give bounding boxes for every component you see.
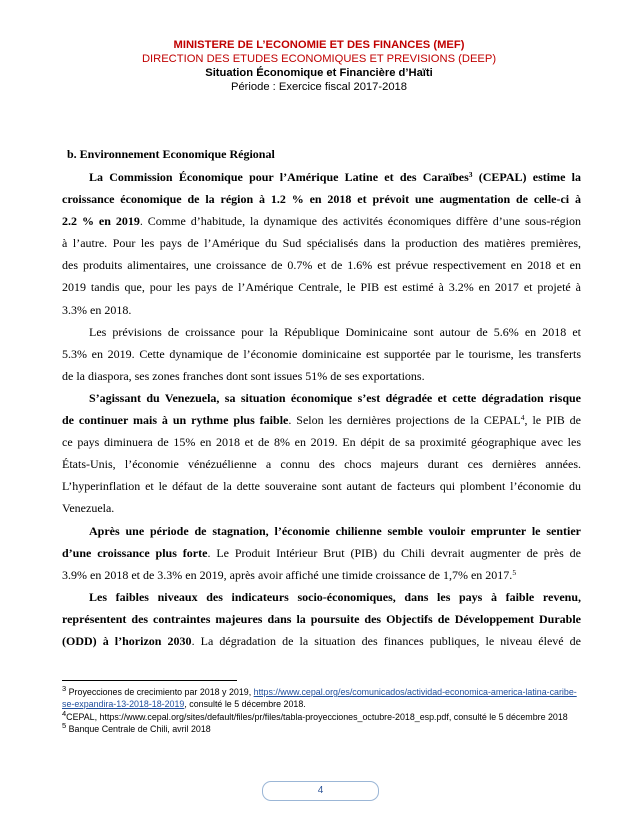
- footnote-number: 3: [62, 684, 67, 693]
- footnote-number: 5: [62, 720, 67, 730]
- p2-text: 5.3% en 2019. Cette dynamique de l’économie dominicaine est supportée par le tourisme, les transferts: [62, 346, 581, 361]
- p5-text: . La dégradation de la situation des finances publiques, le niveau élevé de: [191, 633, 582, 648]
- p4-text: 3.9% en 2018 et de 3.3% en 2019, après avoir affiché une timide croissance de 1,7% en 2017.: [62, 567, 513, 582]
- p3-text: Venezuela.: [62, 501, 115, 516]
- p4-bold: d’une croissance plus forte: [62, 545, 208, 560]
- p4-text: . Le Produit Intérieur Brut (PIB) du Chili devrait augmenter de près de: [207, 545, 581, 560]
- p3-text: L’hyperinflation et le défaut de la dette souveraine sont autant de facteurs qui plombent l’économie du: [62, 479, 581, 494]
- footnote-ref-4: 4: [520, 413, 525, 423]
- footnote-3: [62, 686, 582, 711]
- paragraph-dominican-republic: [62, 321, 581, 387]
- p3-bold: de continuer mais à un rythme plus faible: [62, 413, 289, 428]
- footnote-text: CEPAL, https://www.cepal.org/sites/default/files/pr/files/tabla-proyecciones_octubre-2018_esp.pdf, consulté le 5 décembre 2018: [66, 711, 568, 722]
- header-direction: DIRECTION DES ETUDES ECONOMIQUES ET PREVISIONS (DEEP): [141, 53, 497, 65]
- p1-text: . Comme d’habitude, la dynamique des activités économiques diffère d’une sous-région: [139, 214, 582, 229]
- p1-text: (CEPAL) estime la: [472, 170, 581, 184]
- p2-text: Les prévisions de croissance pour la République Dominicaine sont autour de 5.6% en 2018 et: [89, 324, 581, 339]
- paragraph-cepal: [62, 166, 581, 321]
- p1-text: des produits alimentaires, une croissance de 0.7% et de 1.6% est prévue respectivement en 2018 et en: [62, 258, 581, 273]
- p1-bold: 2.2 % en 2019: [62, 214, 140, 229]
- p1-text: La Commission Économique pour l’Amérique Latine et des Caraïbes: [89, 170, 469, 184]
- p1-text: 3.3% en 2018.: [62, 302, 132, 317]
- document-body: [62, 166, 581, 652]
- footnote-ref-5: 5: [512, 567, 517, 577]
- p5-bold: Les faibles niveaux des indicateurs socio-économiques, dans les pays à faible revenu,: [89, 589, 581, 604]
- footnote-number: 4: [62, 708, 67, 718]
- p5-bold: représentent des contraintes majeures dans la poursuite des Objectifs de Développement Durable: [62, 611, 581, 626]
- footnote-text: Proyecciones de crecimiento par 2018 y 2019,: [66, 687, 254, 697]
- p2-text: de la diaspora, ses zones franches dont sont issues 51% de ses exportations.: [62, 368, 425, 383]
- p3-bold: S’agissant du Venezuela, sa situation économique s’est dégradée et cette dégradation risque: [89, 390, 581, 405]
- footnote-5: [62, 720, 582, 735]
- p3-text: . Selon les dernières projections de la CEPAL: [288, 413, 521, 428]
- header-title: Situation Économique et Financière d’Haïti: [205, 67, 433, 79]
- footnote-text: Banque Centrale de Chili, avril 2018: [66, 723, 211, 734]
- header-ministry: MINISTERE DE L’ECONOMIE ET DES FINANCES (MEF): [173, 39, 465, 51]
- footnote-separator: [62, 680, 237, 681]
- paragraph-venezuela: [62, 387, 581, 520]
- p1-text: à l’autre. Pour les pays de l’Amérique du Sud spécialisés dans la production des matières premières,: [62, 236, 581, 251]
- p1-text: 2019 tandis que, pour les pays de l’Amérique Centrale, le PIB est estimé à 3.2% en 2017 et projeté à: [62, 280, 581, 295]
- p3-text: ce pays diminuera de 15% en 2018 et de 8% en 2019. En dépit de sa proximité géographique avec les: [62, 435, 581, 450]
- paragraph-chile: [62, 520, 581, 586]
- footnote-4: [62, 708, 582, 723]
- p3-text: , le PIB de: [524, 413, 581, 428]
- p1-text: croissance économique de la région à 1.2 % en 2018 et prévoit une augmentation de celle-ci à: [62, 192, 581, 207]
- paragraph-low-income: [62, 586, 581, 652]
- p4-bold: Après une période de stagnation, l’économie chilienne semble vouloir emprunter le sentier: [89, 523, 581, 538]
- footnote-ref-3: 3: [468, 170, 473, 179]
- footnote-text: , consulté le 5 décembre 2018.: [184, 699, 306, 710]
- section-title: b. Environnement Economique Régional: [67, 147, 275, 161]
- footnote-link[interactable]: https://www.cepal.org/es/comunicados/actividad-economica-america-latina-caribe-se-expandira-13-2018-18-2019: [62, 687, 577, 710]
- page-number: 4: [262, 781, 379, 801]
- header-period: Période : Exercice fiscal 2017-2018: [231, 81, 407, 93]
- p5-bold: (ODD) à l’horizon 2030: [62, 633, 192, 648]
- p3-text: États-Unis, l’économie vénézuélienne a connu des chocs majeurs durant ces dernières années.: [62, 457, 581, 472]
- footnotes: [62, 686, 582, 735]
